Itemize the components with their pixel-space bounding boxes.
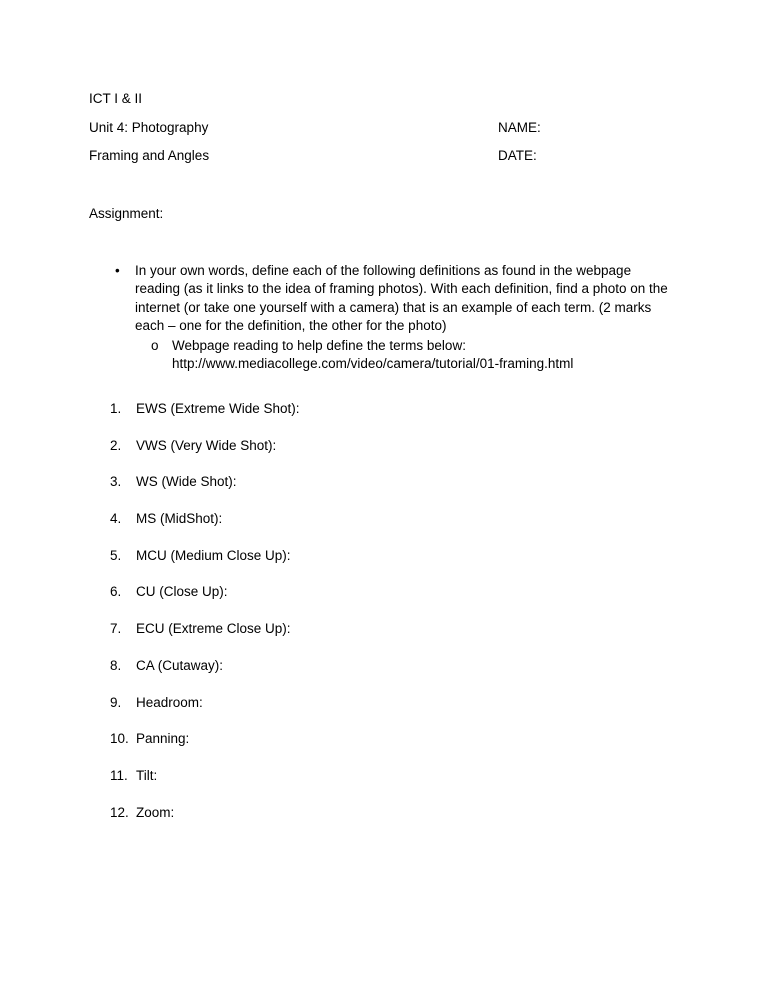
reading-url: http://www.mediacollege.com/video/camera/tutorial/01-framing.html (172, 356, 574, 372)
sub-bullet-icon: o (151, 338, 159, 353)
term-label: VWS (Very Wide Shot): (136, 437, 277, 453)
assignment-heading: Assignment: (89, 206, 164, 221)
term-label: CA (Cutaway): (136, 657, 224, 673)
term-label: Headroom: (136, 694, 203, 710)
reading-reference (172, 337, 573, 374)
reading-reference-label: Webpage reading to help define the terms below: (172, 338, 466, 353)
item-number: 9. (110, 694, 122, 710)
term-label: WS (Wide Shot): (136, 474, 237, 490)
bullet-icon: • (115, 263, 120, 278)
term-label: Zoom: (136, 804, 175, 820)
item-number: 10. (110, 731, 129, 747)
list-item (110, 657, 300, 694)
name-label: NAME: (498, 120, 541, 135)
item-number: 12. (110, 804, 129, 820)
list-item (110, 437, 300, 474)
list-item (110, 510, 300, 547)
term-label: MS (MidShot): (136, 511, 223, 527)
item-number: 11. (110, 767, 128, 783)
term-label: Tilt: (136, 767, 158, 783)
unit-title: Unit 4: Photography (89, 120, 209, 135)
terms-list (110, 400, 300, 840)
item-number: 2. (110, 437, 122, 453)
list-item (110, 804, 300, 841)
item-number: 6. (110, 584, 122, 600)
list-item (110, 473, 300, 510)
item-number: 4. (110, 511, 122, 527)
term-label: MCU (Medium Close Up): (136, 547, 291, 563)
item-number: 8. (110, 657, 122, 673)
term-label: EWS (Extreme Wide Shot): (136, 401, 300, 416)
list-item (110, 547, 300, 584)
item-number: 7. (110, 621, 122, 637)
list-item (110, 583, 300, 620)
course-title: ICT I & II (89, 91, 143, 106)
item-number: 1. (110, 401, 122, 416)
topic-title: Framing and Angles (89, 148, 210, 163)
list-item (110, 694, 300, 731)
term-label: ECU (Extreme Close Up): (136, 621, 291, 637)
list-item (110, 400, 300, 437)
term-label: Panning: (136, 731, 190, 747)
list-item (110, 730, 300, 767)
date-label: DATE: (498, 148, 537, 163)
term-label: CU (Close Up): (136, 584, 228, 600)
instruction-text: In your own words, define each of the following definitions as found in the webpage reading (as it links to the idea of framing photos). With each definition, find a photo on the internet (or take one yourself with a camera) that is an example of each term. (2 marks each – one for the definition, the other for the photo) (135, 263, 668, 334)
item-number: 3. (110, 474, 122, 490)
list-item (110, 767, 300, 804)
item-number: 5. (110, 547, 122, 563)
list-item (110, 620, 300, 657)
